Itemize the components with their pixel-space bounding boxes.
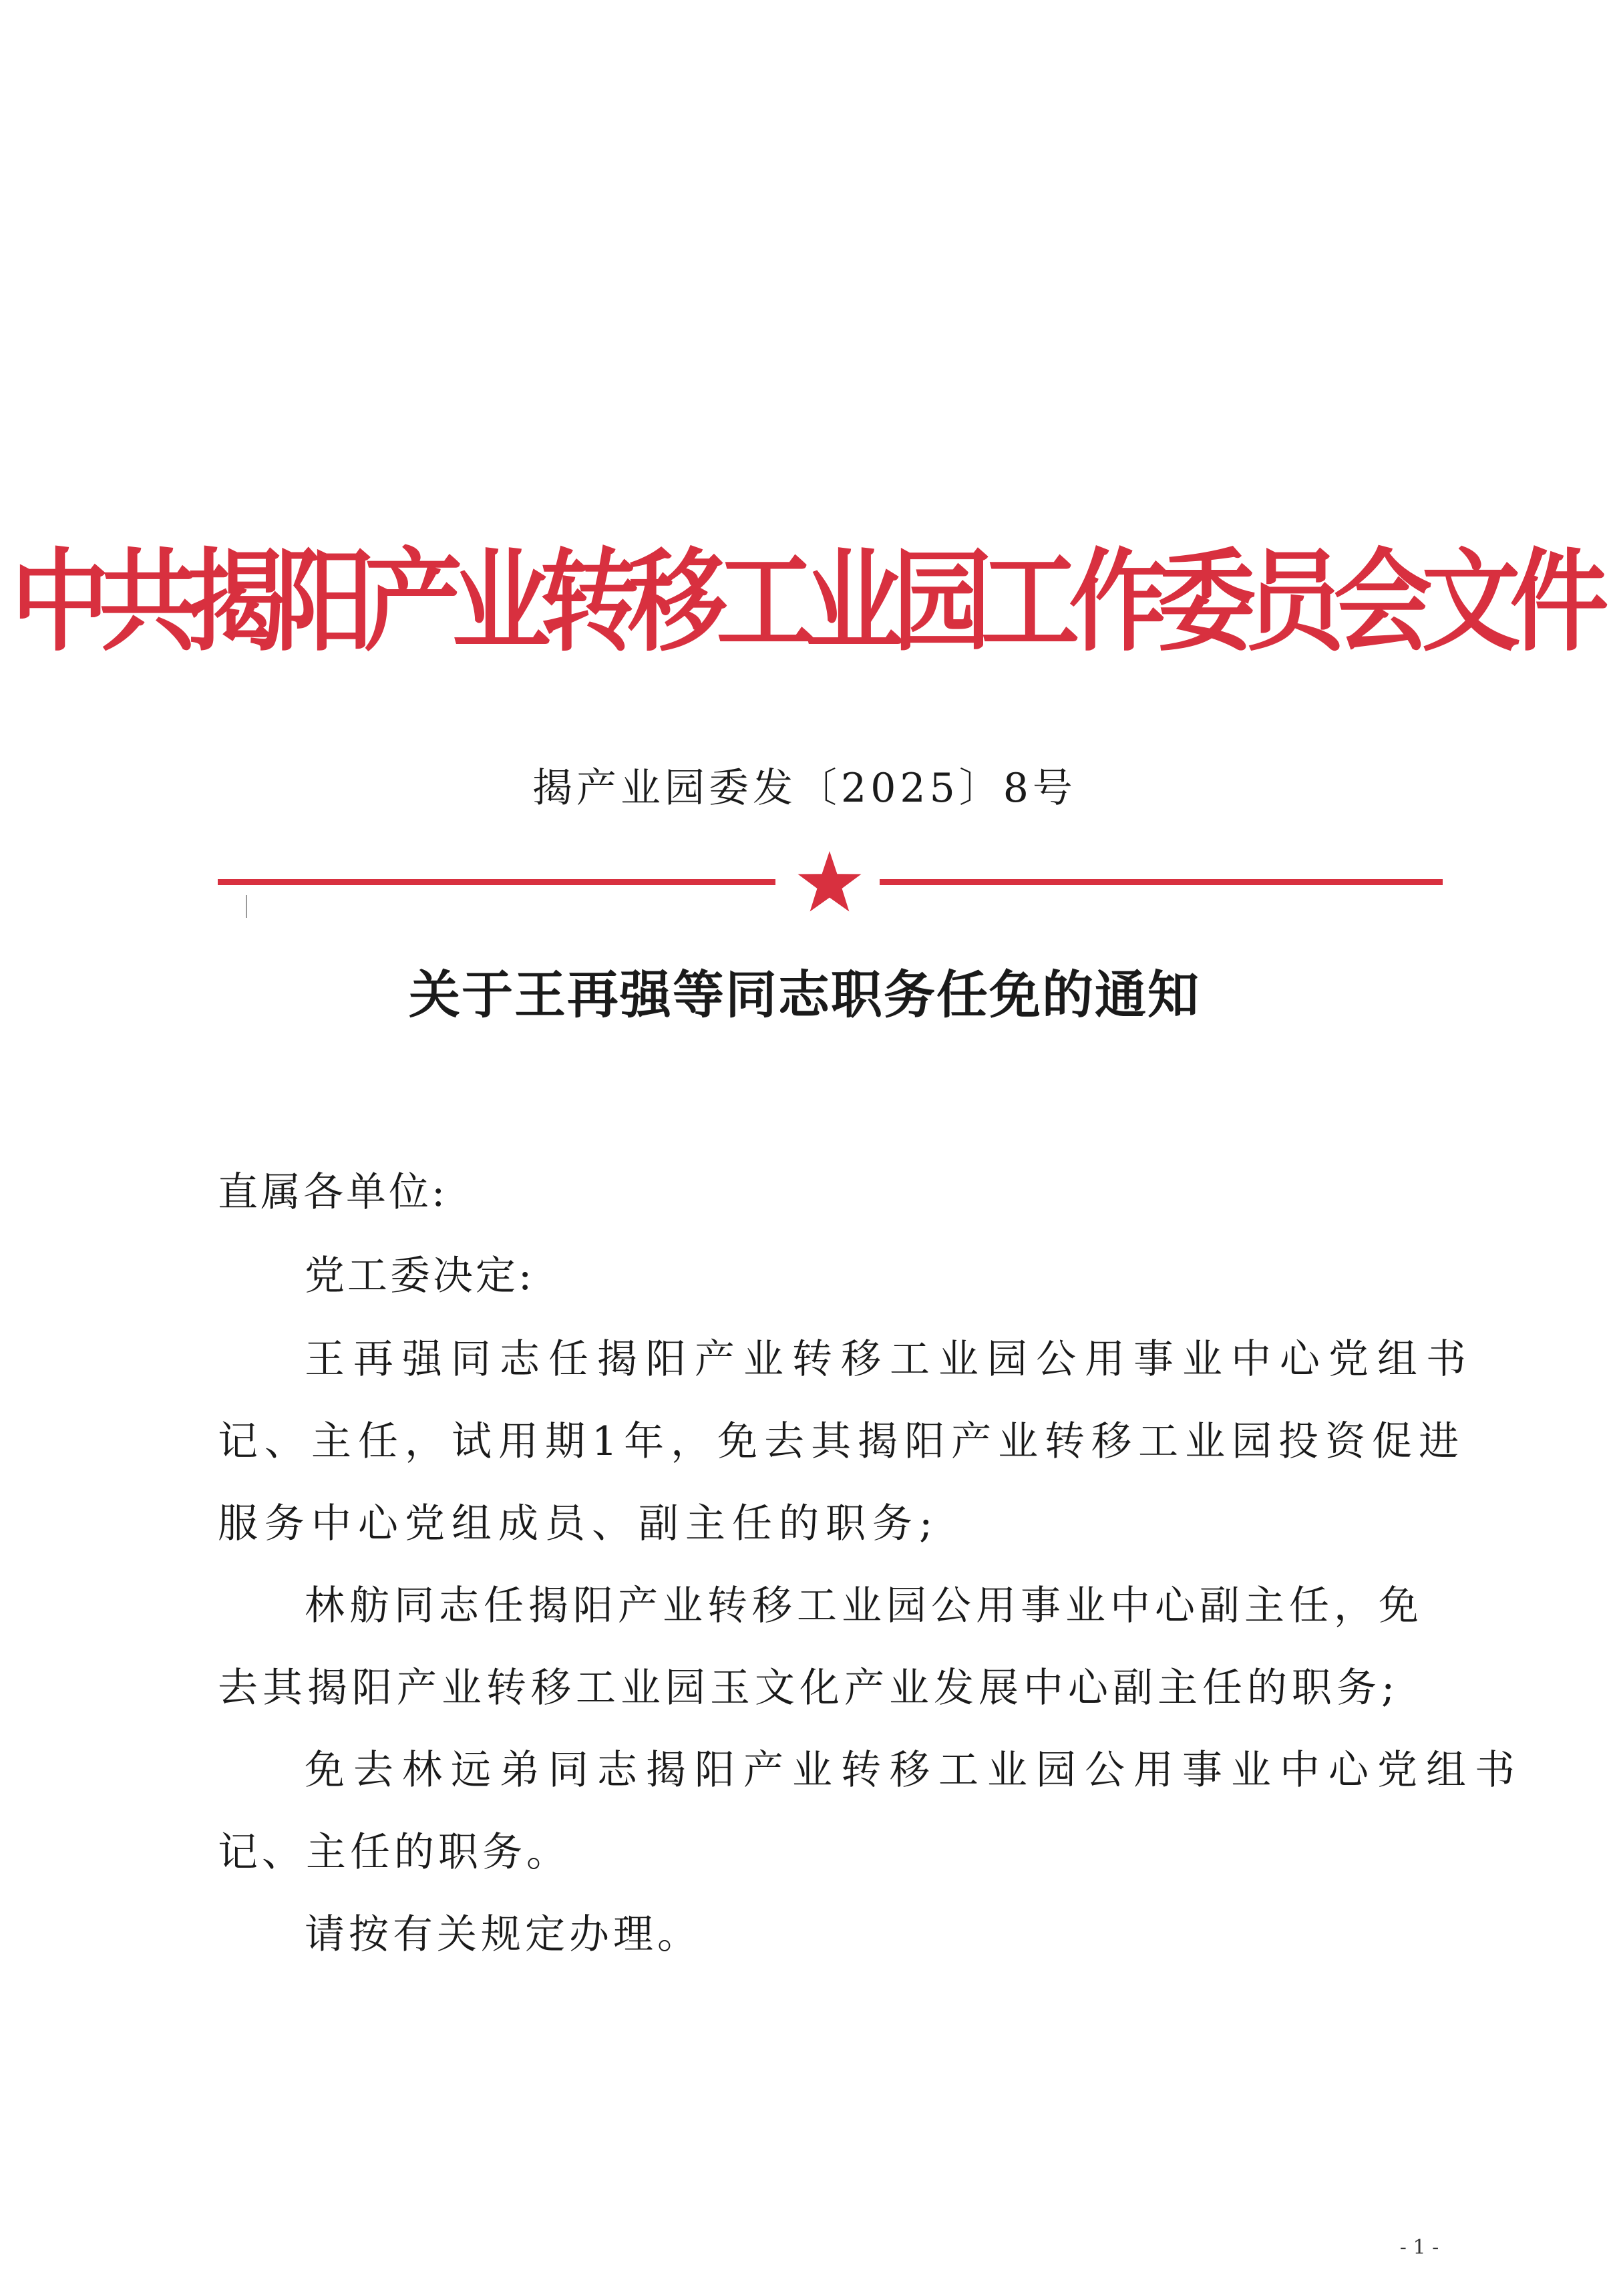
red-star-icon	[795, 850, 864, 918]
document-number: 揭产业园委发〔2025〕8号	[532, 765, 1077, 812]
paragraph-line: 服务中心党组成员、副主任的职务;	[218, 1500, 940, 1547]
paragraph-line: 林舫同志任揭阳产业转移工业园公用事业中心副主任，免	[305, 1583, 1423, 1629]
page-number: - 1 -	[1399, 2236, 1439, 2259]
paragraph-line: 免去林远弟同志揭阳产业转移工业园公用事业中心党组书	[305, 1747, 1524, 1794]
decision-intro: 党工委决定:	[305, 1253, 535, 1299]
paragraph-line: 去其揭阳产业转移工业园玉文化产业发展中心副主任的职务;	[218, 1665, 1400, 1711]
masthead: 中共揭阳产业转移工业园工作委员会文件	[11, 536, 1598, 667]
salutation: 直属各单位:	[218, 1169, 448, 1216]
red-rule-left	[218, 879, 775, 885]
paragraph-line: 记、主任的职务。	[218, 1829, 570, 1876]
paragraph-line: 记、主任，试用期1年，免去其揭阳产业转移工业园投资促进	[218, 1418, 1466, 1465]
scan-mark	[246, 895, 247, 918]
notice-title: 关于王再强等同志职务任免的通知	[409, 965, 1200, 1025]
paragraph-line: 王再强同志任揭阳产业转移工业园公用事业中心党组书	[305, 1336, 1475, 1383]
red-rule-right	[880, 879, 1443, 885]
closing-line: 请按有关规定办理。	[305, 1911, 701, 1958]
